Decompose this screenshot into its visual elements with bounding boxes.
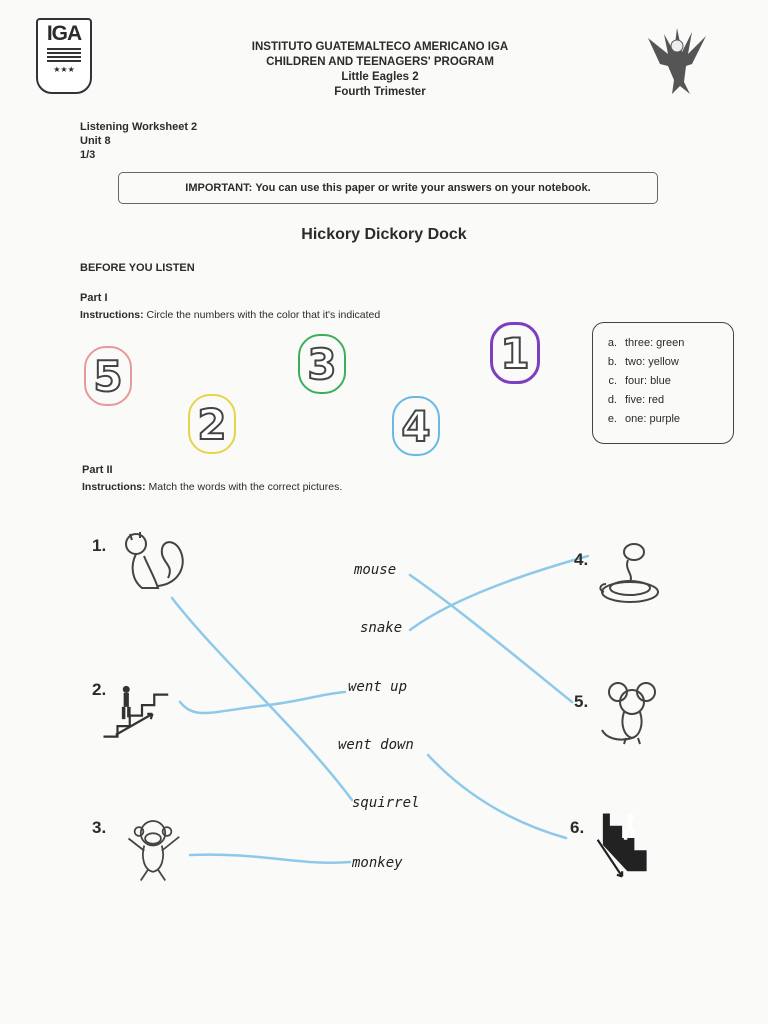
logo-text: IGA xyxy=(46,22,82,45)
header-line3: Little Eagles 2 xyxy=(341,71,419,83)
match-line xyxy=(190,855,350,863)
part2-instr-label: Instructions: xyxy=(82,481,146,493)
number-3[interactable]: 3 xyxy=(298,334,346,394)
part1-instr-label: Instructions: xyxy=(80,309,144,321)
monkey-icon xyxy=(118,814,188,884)
part2-heading: Part II xyxy=(82,464,113,476)
word-went-up[interactable]: went up xyxy=(348,679,408,695)
stairs-up-icon xyxy=(100,678,170,748)
picture-label-6: 6. xyxy=(570,818,585,837)
word-mouse[interactable]: mouse xyxy=(354,562,397,578)
legend-item: d. five: red xyxy=(607,393,665,406)
picture-label-4: 4. xyxy=(574,550,589,569)
legend-item: b. two: yellow xyxy=(607,355,679,368)
important-text: You can use this paper or write your answers on your notebook. xyxy=(255,182,591,194)
word-monkey[interactable]: monkey xyxy=(352,855,403,871)
match-line xyxy=(410,575,572,702)
legend-item: e. one: purple xyxy=(607,412,681,425)
header-line2: CHILDREN AND TEENAGERS' PROGRAM xyxy=(266,56,494,68)
mouse-icon xyxy=(598,678,668,748)
picture-label-5: 5. xyxy=(574,692,589,711)
stars-icon: ★★★ xyxy=(53,65,75,74)
picture-label-3: 3. xyxy=(92,818,107,837)
page-title: Hickory Dickory Dock xyxy=(301,226,467,243)
important-label: IMPORTANT: xyxy=(185,182,253,194)
number-1[interactable]: 1 xyxy=(490,322,540,384)
stairs-down-icon xyxy=(588,810,658,880)
number-4[interactable]: 4 xyxy=(392,396,440,456)
before-you-listen: BEFORE YOU LISTEN xyxy=(80,262,195,274)
word-squirrel[interactable]: squirrel xyxy=(352,795,420,811)
picture-label-2: 2. xyxy=(92,680,107,699)
header-line1: INSTITUTO GUATEMALTECO AMERICANO IGA xyxy=(251,41,509,53)
legend-item: c. four: blue xyxy=(608,374,671,387)
legend-item: a. three: green xyxy=(607,336,685,349)
number-5[interactable]: 5 xyxy=(84,346,132,406)
header-line4: Fourth Trimester xyxy=(334,86,426,98)
worksheet-name: Listening Worksheet 2 xyxy=(80,121,198,133)
match-line xyxy=(172,598,352,800)
word-snake[interactable]: snake xyxy=(360,620,403,636)
snake-icon xyxy=(594,540,664,610)
match-line xyxy=(180,692,345,713)
squirrel-icon xyxy=(118,526,188,596)
match-line xyxy=(428,755,566,838)
part1-heading: Part I xyxy=(80,292,108,304)
part2-instr-text: Match the words with the correct pictures. xyxy=(148,481,343,493)
part1-instr-text: Circle the numbers with the color that it's indicated xyxy=(146,309,381,321)
page-number: 1/3 xyxy=(80,149,96,161)
word-went-down[interactable]: went down xyxy=(338,737,414,753)
unit-label: Unit 8 xyxy=(80,135,111,147)
picture-label-1: 1. xyxy=(92,536,107,555)
number-2[interactable]: 2 xyxy=(188,394,236,454)
